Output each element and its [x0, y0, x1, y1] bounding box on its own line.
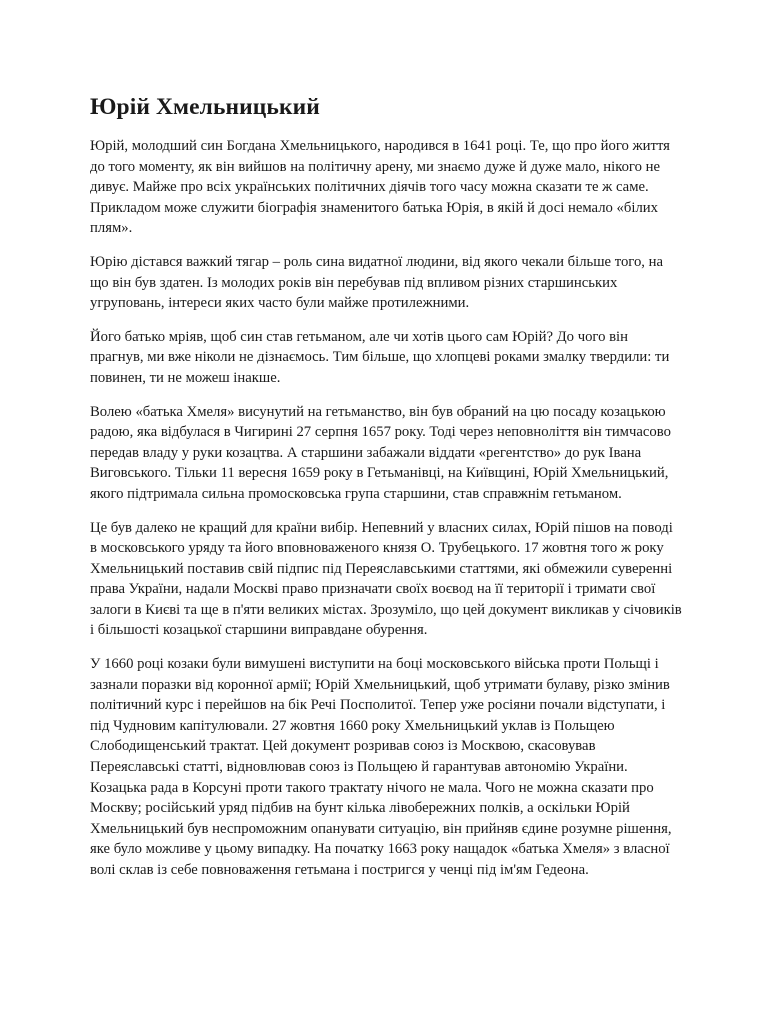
paragraph-5: Це був далеко не кращий для країни вибір. Непевний у власних силах, Юрій пішов на поводі в московського уряду та його вповноваженого князя О. Трубецького. 17 жовтня того ж року Хмельницький поставив свій підпис під Переяславськими статтями, які обмежили суверенні права України, надали Москві право призначати своїх воєвод на її території і тримати свої залоги в Києві та ще в п'яти великих містах. Зрозуміло, що цей документ викликав у січовиків і більшості козацької старшини виправдане обурення.: [90, 519, 682, 639]
paragraph-6: У 1660 році козаки були вимушені виступити на боці московського війська проти Польщі і зазнали поразки від коронної армії; Юрій Хмельницький, щоб утримати булаву, різко змінив політичний курс і перейшов на бік Речі Посполитої. Тепер уже росіяни почали відступати, і під Чудновим капітулювали. 27 жовтня 1660 року Хмельницький уклав із Польщею Слободищенський трактат. Цей документ розривав союз із Москвою, скасовував Переяславські статті, відновлював союз із Польщею й гарантував автономію України. Козацька рада в Корсуні проти такого трактату нічого не мала. Чого не можна сказати про Москву; російський уряд підбив на бунт кілька лівобережних полків, а оскільки Юрій Хмельницький був неспроможним опанувати ситуацію, він прийняв єдине розумне рішення, яке було можливе у цьому випадку. На початку 1663 року нащадок «батька Хмеля» з власної волі склав із себе повноваження гетьмана і постригся у ченці під ім'ям Гедеона.: [90, 656, 672, 878]
paragraph-3: Його батько мріяв, щоб син став гетьманом, але чи хотів цього сам Юрій? До чого він прагнув, ми вже ніколи не дізнаємось. Тим більше, що хлопцеві роками змалку твердили: ти повинен, ти не можеш інакше.: [90, 328, 670, 386]
paragraph-4: Волею «батька Хмеля» висунутий на гетьманство, він був обраний на цю посаду козацькою радою, яка відбулася в Чигирині 27 серпня 1657 року. Тоді через неповноліття він тимчасово передав владу у руки козацтва. А старшини забажали віддати «регентство» до рук Івана Виговського. Тільки 11 вересня 1659 року в Гетьманівці, на Київщині, Юрій Хмельницький, якого підтримала сильна промосковська група старшини, став справжнім гетьманом.: [90, 403, 671, 502]
paragraph-2: Юрію дістався важкий тягар – роль сина видатної людини, від якого чекали більше того, на що він був здатен. Із молодих років він перебував під впливом різних старшинських угруповань, інтереси яких часто були майже протилежними.: [90, 253, 664, 312]
document-title: Юрій Хмельницький: [90, 94, 320, 120]
paragraph-1: Юрій, молодший син Богдана Хмельницького, народився в 1641 році. Те, що про його життя до того моменту, як він вийшов на політичну арену, ми знаємо дуже й дуже мало, нікого не дивує. Майже про всіх українських політичних діячів того часу можна сказати те ж саме. Прикладом може служити біографія знаменитого батька Юрія, в якій й досі немало «білих плям».: [90, 138, 670, 237]
